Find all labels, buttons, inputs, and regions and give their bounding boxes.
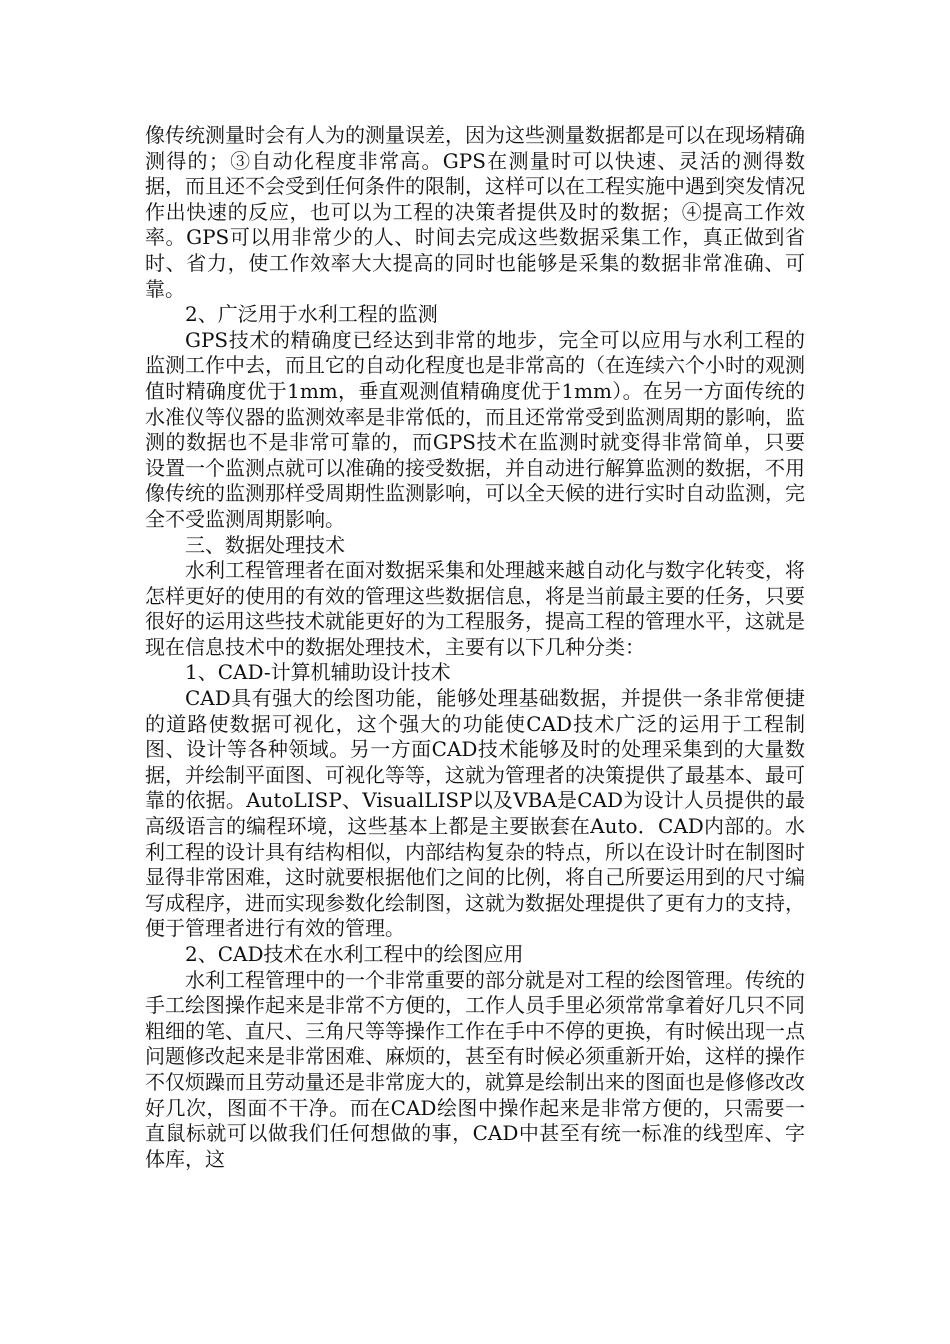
heading-data-processing: 三、数据处理技术 (185, 532, 345, 557)
paragraph-data-processing: 水利工程管理者在面对数据采集和处理越来越自动化与数字化转变，将怎样更好的使用的有效的管理这些数据信息，将是当前最主要的任务，只要很好的运用这些技术就能更好的为工程服务，提高工程的管理水平，这就是现在信息技术中的数据处理技术，主要有以下几种分类： (145, 558, 805, 659)
paragraph-cad-technology: CAD具有强大的绘图功能，能够处理基础数据，并提供一条非常便捷的道路使数据可视化，这个强大的功能使CAD技术广泛的运用于工程制图、设计等各种领域。另一方面CAD技术能够及时的处理采集到的大量数据，并绘制平面图、可视化等等，这就为管理者的决策提供了最基本、最可靠的依据。AutoLISP、VisualLISP以及VBA是CAD为设计人员提供的最高级语言的编程环境，这些基本上都是主要嵌套在Auto．CAD内部的。水利工程的设计具有结构相似，内部结构复杂的特点，所以在设计时在制图时显得非常困难，这时就要根据他们之间的比例，将自己所要运用到的尺寸编写成程序，进而实现参数化绘制图，这就为数据处理提供了更有力的支持，便于管理者进行有效的管理。 (145, 686, 805, 941)
heading-cad-technology: 1、CAD-计算机辅助设计技术 (185, 660, 451, 685)
document-body (145, 123, 805, 1172)
paragraph-gps-advantages-continuation: 像传统测量时会有人为的测量误差，因为这些测量数据都是可以在现场精确测得的；③自动化程度非常高。GPS在测量时可以快速、灵活的测得数据，而且还不会受到任何条件的限制，这样可以在工程实施中遇到突发情况作出快速的反应，也可以为工程的决策者提供及时的数据；④提高工作效率。GPS可以用非常少的人、时间去完成这些数据采集工作，真正做到省时、省力，使工作效率大大提高的同时也能够是采集的数据非常准确、可靠。 (145, 123, 805, 301)
paragraph-gps-monitoring: GPS技术的精确度已经达到非常的地步，完全可以应用与水利工程的监测工作中去，而且它的自动化程度也是非常高的（在连续六个小时的观测值时精确度优于1mm，垂直观测值精确度优于1mm）。在另一方面传统的水准仪等仪器的监测效率是非常低的，而且还常常受到监测周期的影响，监测的数据也不是非常可靠的，而GPS技术在监测时就变得非常简单，只要设置一个监测点就可以准确的接受数据，并自动进行解算监测的数据，不用像传统的监测那样受周期性监测影响，可以全天候的进行实时自动监测，完全不受监测周期影响。 (145, 327, 805, 531)
paragraph-cad-drawing-application: 水利工程管理中的一个非常重要的部分就是对工程的绘图管理。传统的手工绘图操作起来是非常不方便的，工作人员手里必须常常拿着好几只不同粗细的笔、直尺、三角尺等等操作工作在手中不停的更换，有时候出现一点问题修改起来是非常困难、麻烦的，甚至有时候必须重新开始，这样的操作不仅烦躁而且劳动量还是非常庞大的，就算是绘制出来的图面也是修修改改好几次，图面不干净。而在CAD绘图中操作起来是非常方便的，只需要一直鼠标就可以做我们任何想做的事，CAD中甚至有统一标准的线型库、字体库，这 (145, 967, 805, 1171)
heading-gps-monitoring: 2、广泛用于水利工程的监测 (185, 302, 438, 327)
heading-cad-drawing-application: 2、CAD技术在水利工程中的绘图应用 (185, 942, 524, 966)
